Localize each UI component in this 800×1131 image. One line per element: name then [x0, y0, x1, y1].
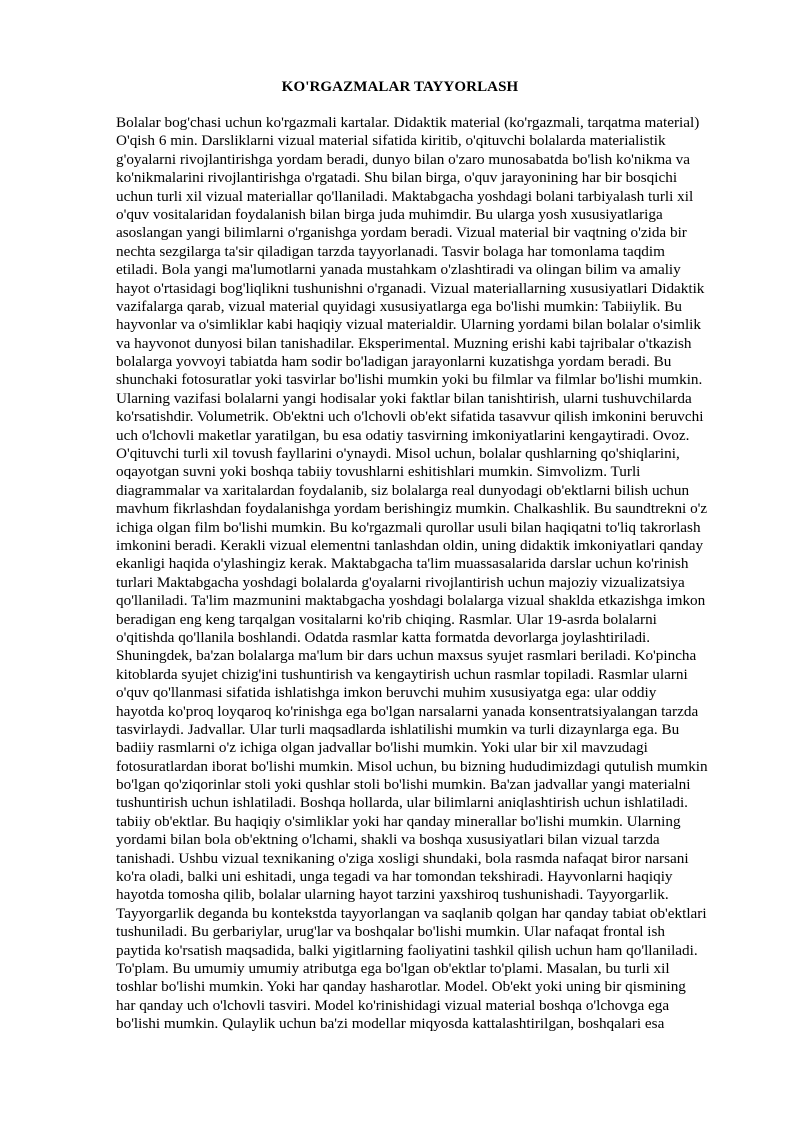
body-text-line: turlari Maktabgacha yoshdagi bolalarda g'oyalarni rivojlantirish uchun majoziy vizualizatsiya	[116, 573, 685, 591]
body-text-line: uchun turli xil vizual materiallar qo'llaniladi. Maktabgacha yoshdagi bolani tarbiyalash turli xil	[116, 187, 694, 205]
body-text-line: tushuntirish uchun ishlatiladi. Boshqa hollarda, ular bilimlarni aniqlashtirish uchun ishlatiladi.	[116, 794, 688, 812]
body-text-line: hayotda tomosha qilib, bolalar ularning hayot tarzini yaxshiroq tushunishadi. Tayyorgarlik.	[116, 886, 669, 904]
body-text-line: ekanligi haqida o'ylashingiz kerak. Maktabgacha ta'lim muassasalarida darslar uchun ko'rinish	[116, 555, 689, 573]
body-text-line: va hayvonot dunyosi bilan tanishadilar. Eksperimental. Muzning erishi kabi tajribalar o'tkazish	[116, 334, 692, 352]
document-body	[116, 114, 708, 1034]
body-text-line: tushuniladi. Bu gerbariylar, urug'lar va boshqalar bo'lishi mumkin. Ular nafaqat frontal ish	[116, 923, 665, 941]
body-text-line: ichiga olgan film bo'lishi mumkin. Bu ko'rgazmali qurollar usuli bilan haqiqatni to'liq takrorlash	[116, 518, 701, 536]
body-text-line: tabiiy ob'ektlar. Bu haqiqiy o'simliklar yoki har qanday minerallar bo'lishi mumkin. Ularning	[116, 812, 681, 830]
body-text-line: bolalarga yovvoyi tabiatda ham sodir bo'ladigan jarayonlarni kuzatishga yordam beradi. Bu	[116, 353, 672, 371]
body-text-line: Bolalar bog'chasi uchun ko'rgazmali kartalar. Didaktik material (ko'rgazmali, tarqatma material)	[116, 114, 700, 131]
body-text-line: kitoblarda syujet chizig'ini tushuntirish va kengaytirish uchun rasmlar topiladi. Rasmlar ularni	[116, 665, 688, 683]
body-text-line: toshlar bo'lishi mumkin. Yoki har qanday hasharotlar. Model. Ob'ekt yoki uning bir qismining	[116, 978, 686, 996]
body-text-line: asoslangan yangi bilimlarni o'rganishga yordam beradi. Vizual material bir vaqtning o'zida bir	[116, 224, 687, 242]
body-text-line: tasvirlaydi. Jadvallar. Ular turli maqsadlarda ishlatilishi mumkin va turli dizaynlarga ega. Bu	[116, 720, 680, 738]
body-text-line: uch o'lchovli maketlar yaratilgan, bu esa odatiy tasvirning imkoniyatlarini kengaytiradi. Ovoz.	[116, 426, 690, 444]
body-text-line: oqayotgan suvni yoki boshqa tabiiy tovushlarni eshitishlari mumkin. Simvolizm. Turli	[116, 463, 641, 481]
body-text-line: beradigan eng keng tarqalgan vositalarni ko'rib chiqing. Rasmlar. Ular 19-asrda bolalarni	[116, 610, 657, 628]
body-text-line: hayvonlar va o'simliklar kabi haqiqiy vizual materialdir. Ularning yordami bilan bolalar o'simlik	[116, 316, 701, 334]
body-text-line: o'quv vositalaridan foydalanish bilan birga juda muhimdir. Bu ularga yosh xususiyatlariga	[116, 205, 663, 223]
body-text-line: paytida ko'rsatish maqsadida, balki yigitlarning faoliyatini tashkil qilish uchun ham qo'llaniladi.	[116, 941, 698, 959]
body-text-line: har qanday uch o'lchovli tasviri. Model ko'rinishidagi vizual material boshqa o'lchovga ega	[116, 996, 670, 1014]
body-text-line: hayotda ko'proq loyqaroq ko'rinishga ega bo'lgan narsalarni yanada konsentratsiyalangan tarzda	[116, 702, 699, 720]
body-text-line: fotosuratlardan iborat bo'lishi mumkin. Misol uchun, bu bizning hududimizdagi qutulish mumkin	[116, 757, 708, 775]
body-text-line: Ularning vazifasi bolalarni yangi hodisalar yoki faktlar bilan tanishtirish, ularni tushuvchilarda	[116, 389, 692, 407]
body-text-line: bo'lgan qo'ziqorinlar stoli yoki qushlar stoli bo'lishi mumkin. Ba'zan jadvallar yangi materialni	[116, 776, 691, 794]
body-text-line: Shuningdek, ba'zan bolalarga ma'lum bir dars uchun maxsus syujet rasmlari beriladi. Ko'pincha	[116, 647, 697, 665]
body-text-line: qo'llaniladi. Ta'lim mazmunini maktabgacha yoshdagi bolalarga vizual shaklda etkazishga imkon	[116, 592, 706, 610]
body-text-line: shunchaki fotosuratlar yoki tasvirlar bo'lishi mumkin yoki bu filmlar va filmlar bo'lishi mumkin.	[116, 371, 703, 389]
body-text-line: yordami bilan bola ob'ektning o'lchami, shakli va boshqa xususiyatlari bilan vizual tarzda	[116, 831, 660, 849]
body-text-line: ko'ra oladi, balki uni eshitadi, unga tegadi va har tomondan tekshiradi. Hayvonlarni haqiqiy	[116, 868, 673, 886]
body-text-line: nechta sezgilarga ta'sir qiladigan tarzda tayyorlanadi. Tasvir bolaga har tomonlama taqdim	[116, 242, 665, 260]
body-text-line: O'qituvchi turli xil tovush fayllarini o'ynaydi. Misol uchun, bolalar qushlarning qo'shiqlarini,	[116, 445, 680, 463]
document-title: KO'RGAZMALAR TAYYORLASH	[281, 79, 519, 95]
body-text-line: ko'nikmalarini rivojlantirishga o'rgatadi. Shu bilan birga, o'quv jarayonining har bir bosqichi	[116, 169, 678, 187]
body-text-line: etiladi. Bola yangi ma'lumotlarni yanada mustahkam o'zlashtiradi va olingan bilim va amaliy	[116, 261, 681, 279]
body-text-line: imkonini beradi. Kerakli vizual elementni tanlashdan oldin, uning didaktik imkoniyatlari qanday	[116, 536, 704, 554]
body-text-line: g'oyalarni rivojlantirishga yordam beradi, dunyo bilan o'zaro munosabatda bo'lish ko'nikma va	[116, 150, 691, 168]
body-text-line: o'quv qo'llanmasi sifatida ishlatishga imkon beruvchi muhim xususiyatga ega: ular oddiy	[116, 684, 657, 702]
body-text-line: O'qish 6 min. Darsliklarni vizual material sifatida kiritib, o'qituvchi bolalarda materialistik	[116, 132, 666, 150]
body-text-line: tanishadi. Ushbu vizual texnikaning o'ziga xosligi shundaki, bola rasmda nafaqat biror narsani	[116, 849, 689, 867]
body-text-line: o'qitishda qo'llanila boshlandi. Odatda rasmlar katta formatda devorlarga joylashtiriladi.	[116, 628, 651, 646]
body-text-line: badiiy rasmlarni o'z ichiga olgan jadvallar bo'lishi mumkin. Yoki ular bir xil mavzudagi	[116, 739, 648, 757]
body-text-line: ko'rsatishdir. Volumetrik. Ob'ektni uch o'lchovli ob'ekt sifatida tasavvur qilish imkonini beruvchi	[116, 408, 704, 426]
body-text-line: hayot o'rtasidagi bog'liqlikni tushunishni o'rganadi. Vizual materiallarning xususiyatlari Didaktik	[116, 279, 705, 297]
body-text-line: vazifalarga qarab, vizual material quyidagi xususiyatlarga ega bo'lishi mumkin: Tabiiylik. Bu	[116, 297, 682, 315]
body-text-line: To'plam. Bu umumiy umumiy atributga ega bo'lgan ob'ektlar to'plami. Masalan, bu turli xil	[116, 959, 670, 977]
body-text-line: diagrammalar va xaritalardan foydalanib, siz bolalarga real dunyodagi ob'ektlarni bilish uchun	[116, 481, 690, 499]
body-text-line: mavhum fikrlashdan foydalanishga yordam berishingiz mumkin. Chalkashlik. Bu saundtrekni o'z	[116, 500, 708, 518]
body-text-line: Tayyorgarlik deganda bu kontekstda tayyorlangan va saqlanib qolgan har qanday tabiat ob'ektlari	[116, 904, 707, 922]
body-text-line: bo'lishi mumkin. Qulaylik uchun ba'zi modellar miqyosda kattalashtirilgan, boshqalari esa	[116, 1015, 665, 1033]
